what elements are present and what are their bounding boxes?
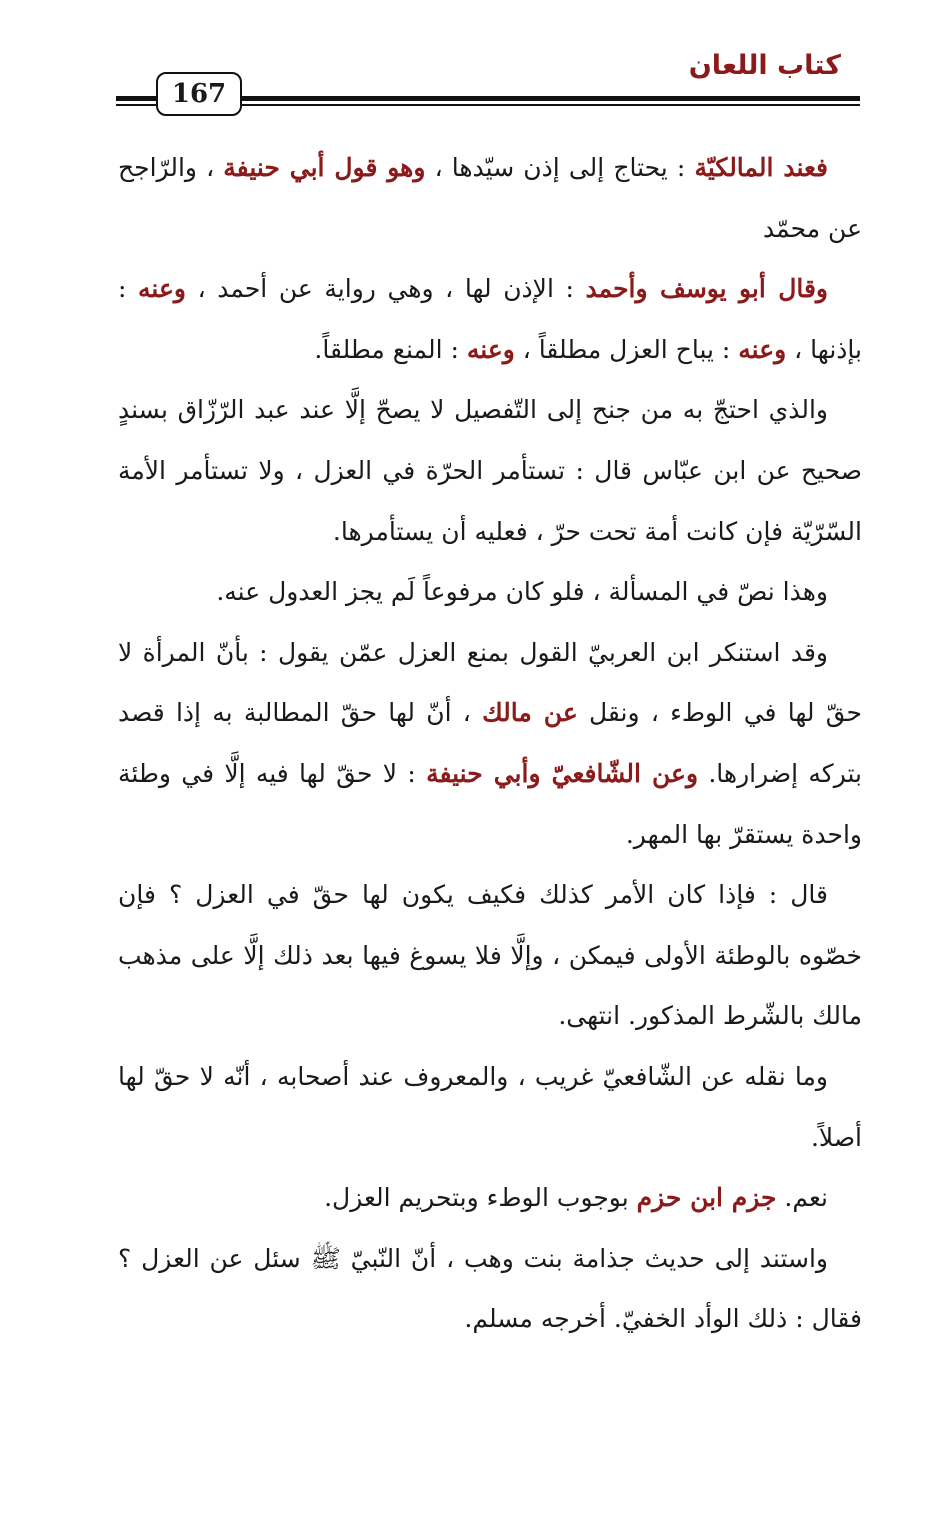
- highlighted-term: وقال أبو يوسف وأحمد: [585, 274, 828, 304]
- text-run: قال : فإذا كان الأمر كذلك فكيف يكون لها حقّ في العزل ؟ فإن خصّوه بالوطئة الأولى فيمكن ، وإلَّا فلا يسوغ فيها بعد ذلك إلَّا على مذهب مالك بالشّرط المذكور. انتهى.: [118, 880, 862, 1031]
- paragraph-4: [118, 562, 862, 623]
- text-run: : الإذن لها ، وهي رواية عن أحمد ،: [185, 274, 586, 304]
- highlighted-term: وعن الشّافعيّ وأبي حنيفة: [426, 758, 699, 788]
- paragraph-9: [118, 1229, 862, 1350]
- text-run: : بإذنها ،: [118, 274, 862, 364]
- paragraph-3: [118, 380, 862, 562]
- text-run: : لا حقّ لها فيه إلَّا في وطئة واحدة يستقرّ بها المهر.: [118, 758, 862, 849]
- text-run: والذي احتجّ به من جنح إلى التّفصيل لا يصحّ إلَّا عند عبد الرّزّاق بسندٍ صحيح عن ابن عبّاس قال : تستأمر الحرّة في العزل ، ولا تستأمر الأمة السّرّيّة فإن كانت أمة تحت حرّ ، فعليه أن يستأمرها.: [118, 395, 862, 546]
- highlighted-term: وهو قول أبي حنيفة: [223, 153, 426, 182]
- page-body: [118, 138, 862, 1350]
- paragraph-7: [118, 1047, 862, 1168]
- text-run: بوجوب الوطء وبتحريم العزل.: [324, 1183, 637, 1213]
- paragraph-5: [118, 623, 862, 865]
- highlighted-term: عن مالك: [482, 698, 578, 728]
- text-run: ، والرّاجح عن محمّد: [118, 153, 862, 243]
- text-run: : المنع مطلقاً.: [314, 334, 467, 364]
- text-run: : يباح العزل مطلقاً ،: [514, 334, 739, 364]
- book-title: كتاب اللعان: [688, 50, 841, 81]
- text-run: نعم.: [776, 1183, 828, 1213]
- text-run: وما نقله عن الشّافعيّ غريب ، والمعروف عند أصحابه ، أنّه لا حقّ لها أصلاً.: [118, 1061, 862, 1152]
- highlighted-term: وعنه: [466, 334, 515, 364]
- text-run: واستند إلى حديث جذامة بنت وهب ، أنّ النّبيّ ﷺ سئل عن العزل ؟ فقال : ذلك الوأد الخفيّ. أخرجه مسلم.: [118, 1243, 862, 1334]
- text-run: : يحتاج إلى إذن سيّدها ،: [425, 153, 695, 182]
- highlighted-term: جزم ابن حزم: [636, 1183, 777, 1213]
- page-number: 167: [156, 72, 242, 116]
- paragraph-6: [118, 865, 862, 1047]
- text-run: ، أنّ لها حقّ المطالبة به إذا قصد بتركه إضرارها.: [118, 698, 862, 788]
- paragraph-1: [118, 138, 862, 259]
- highlighted-term: وعنه: [138, 274, 186, 304]
- paragraph-8: [118, 1168, 862, 1229]
- paragraph-2: [118, 259, 862, 380]
- text-run: وقد استنكر ابن العربيّ القول بمنع العزل عمّن يقول : بأنّ المرأة لا حقّ لها في الوطء ، ونقل: [118, 637, 862, 728]
- text-run: وهذا نصّ في المسألة ، فلو كان مرفوعاً لَم يجز العدول عنه.: [216, 577, 828, 607]
- page-header: [0, 0, 945, 130]
- highlighted-term: فعند المالكيّة: [694, 153, 828, 182]
- highlighted-term: وعنه: [738, 334, 787, 364]
